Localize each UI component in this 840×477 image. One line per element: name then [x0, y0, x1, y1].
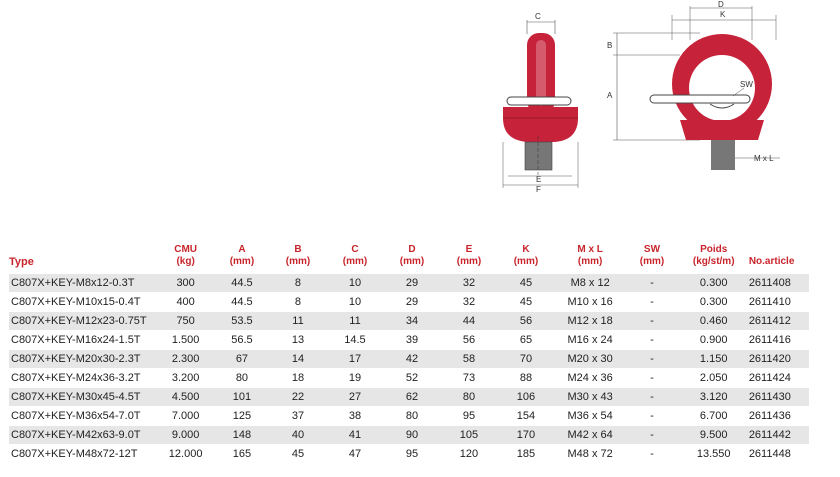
col-header-a-unit: (mm)	[229, 256, 255, 267]
cell-c: 10	[327, 293, 383, 312]
cell-b: 8	[269, 274, 327, 293]
cell-poids: 0.900	[679, 331, 749, 350]
cell-b: 22	[269, 388, 327, 407]
cell-poids: 1.150	[679, 350, 749, 369]
col-header-b-unit: (mm)	[285, 256, 311, 267]
cell-c: 47	[327, 445, 383, 464]
cell-e: 73	[441, 369, 497, 388]
col-header-mxl	[555, 244, 625, 274]
cell-c: 19	[327, 369, 383, 388]
col-header-type	[9, 244, 156, 274]
cell-cmu: 400	[156, 293, 214, 312]
cell-c: 17	[327, 350, 383, 369]
cell-b: 40	[269, 426, 327, 445]
cell-sw: -	[625, 350, 678, 369]
cell-article: 2611416	[749, 331, 809, 350]
cell-type: C807X+KEY-M16x24-1.5T	[9, 331, 156, 350]
col-header-d-unit: (mm)	[399, 256, 425, 267]
cell-poids: 0.460	[679, 312, 749, 331]
table-row	[9, 293, 809, 312]
cell-c: 41	[327, 426, 383, 445]
col-header-b-title: B	[294, 244, 302, 255]
cell-k: 106	[497, 388, 555, 407]
col-header-e	[441, 244, 497, 274]
col-header-a	[215, 244, 269, 274]
cell-sw: -	[625, 426, 678, 445]
cell-poids: 6.700	[679, 407, 749, 426]
cell-e: 105	[441, 426, 497, 445]
cell-k: 45	[497, 274, 555, 293]
cell-d: 39	[383, 331, 441, 350]
cell-article: 2611436	[749, 407, 809, 426]
spec-table-body	[9, 274, 809, 464]
cell-mxl: M10 x 16	[555, 293, 625, 312]
cell-a: 125	[215, 407, 269, 426]
cell-a: 148	[215, 426, 269, 445]
cell-type: C807X+KEY-M42x63-9.0T	[9, 426, 156, 445]
col-header-d-title: D	[408, 244, 416, 255]
cell-d: 62	[383, 388, 441, 407]
col-header-d	[383, 244, 441, 274]
cell-mxl: M42 x 64	[555, 426, 625, 445]
col-header-mxl-unit: (mm)	[577, 256, 603, 267]
col-header-k-title: K	[522, 244, 530, 255]
cell-type: C807X+KEY-M10x15-0.4T	[9, 293, 156, 312]
cell-poids: 0.300	[679, 274, 749, 293]
dim-label-e: E	[536, 175, 542, 184]
cell-cmu: 7.000	[156, 407, 214, 426]
cell-sw: -	[625, 388, 678, 407]
cell-sw: -	[625, 331, 678, 350]
cell-c: 38	[327, 407, 383, 426]
col-header-e-title: E	[465, 244, 473, 255]
table-row	[9, 426, 809, 445]
cell-a: 80	[215, 369, 269, 388]
col-header-cmu-title: CMU	[174, 244, 198, 255]
cell-a: 44.5	[215, 293, 269, 312]
col-header-k	[497, 244, 555, 274]
cell-e: 44	[441, 312, 497, 331]
col-header-poids	[679, 244, 749, 274]
cell-poids: 3.120	[679, 388, 749, 407]
cell-cmu: 300	[156, 274, 214, 293]
cell-mxl: M12 x 18	[555, 312, 625, 331]
dim-label-mxl: M x L	[754, 154, 774, 163]
cell-d: 95	[383, 445, 441, 464]
cell-a: 67	[215, 350, 269, 369]
cell-cmu: 1.500	[156, 331, 214, 350]
cell-e: 80	[441, 388, 497, 407]
cell-cmu: 750	[156, 312, 214, 331]
table-row	[9, 407, 809, 426]
cell-c: 27	[327, 388, 383, 407]
cell-d: 34	[383, 312, 441, 331]
cell-b: 8	[269, 293, 327, 312]
cell-type: C807X+KEY-M20x30-2.3T	[9, 350, 156, 369]
col-header-sw	[625, 244, 678, 274]
cell-k: 154	[497, 407, 555, 426]
col-header-article	[749, 244, 809, 274]
cell-e: 120	[441, 445, 497, 464]
cell-k: 170	[497, 426, 555, 445]
cell-b: 37	[269, 407, 327, 426]
cell-d: 90	[383, 426, 441, 445]
cell-k: 45	[497, 293, 555, 312]
cell-article: 2611410	[749, 293, 809, 312]
cell-cmu: 9.000	[156, 426, 214, 445]
cell-type: C807X+KEY-M12x23-0.75T	[9, 312, 156, 331]
side-view-drawing	[503, 12, 578, 194]
cell-e: 32	[441, 293, 497, 312]
cell-article: 2611442	[749, 426, 809, 445]
cell-a: 56.5	[215, 331, 269, 350]
cell-poids: 0.300	[679, 293, 749, 312]
cell-b: 45	[269, 445, 327, 464]
cell-article: 2611420	[749, 350, 809, 369]
cell-b: 18	[269, 369, 327, 388]
cell-e: 95	[441, 407, 497, 426]
dim-label-d: D	[718, 0, 724, 9]
cell-poids: 13.550	[679, 445, 749, 464]
cell-mxl: M8 x 12	[555, 274, 625, 293]
table-row	[9, 331, 809, 350]
col-header-b	[269, 244, 327, 274]
front-view-drawing	[607, 0, 780, 170]
col-header-poids-unit: (kg/st/m)	[692, 256, 735, 267]
cell-k: 70	[497, 350, 555, 369]
col-header-a-title: A	[238, 244, 246, 255]
cell-cmu: 2.300	[156, 350, 214, 369]
cell-b: 11	[269, 312, 327, 331]
cell-mxl: M36 x 54	[555, 407, 625, 426]
table-row	[9, 445, 809, 464]
cell-k: 185	[497, 445, 555, 464]
cell-sw: -	[625, 407, 678, 426]
cell-type: C807X+KEY-M24x36-3.2T	[9, 369, 156, 388]
col-header-cmu-unit: (kg)	[176, 256, 195, 267]
col-header-c-unit: (mm)	[342, 256, 368, 267]
cell-b: 13	[269, 331, 327, 350]
cell-e: 32	[441, 274, 497, 293]
col-header-k-unit: (mm)	[513, 256, 539, 267]
cell-a: 165	[215, 445, 269, 464]
table-row	[9, 388, 809, 407]
dim-label-sw: SW	[740, 80, 753, 89]
dim-label-k: K	[720, 10, 726, 19]
cell-sw: -	[625, 445, 678, 464]
cell-sw: -	[625, 312, 678, 331]
cell-type: C807X+KEY-M36x54-7.0T	[9, 407, 156, 426]
table-row	[9, 350, 809, 369]
cell-article: 2611412	[749, 312, 809, 331]
col-header-poids-title: Poids	[700, 244, 728, 255]
cell-type: C807X+KEY-M48x72-12T	[9, 445, 156, 464]
table-row	[9, 369, 809, 388]
cell-article: 2611424	[749, 369, 809, 388]
cell-cmu: 3.200	[156, 369, 214, 388]
cell-a: 53.5	[215, 312, 269, 331]
cell-d: 80	[383, 407, 441, 426]
dim-label-b: B	[607, 41, 613, 50]
cell-cmu: 4.500	[156, 388, 214, 407]
cell-mxl: M20 x 30	[555, 350, 625, 369]
technical-drawing	[490, 0, 840, 200]
cell-article: 2611448	[749, 445, 809, 464]
dim-label-c: C	[535, 12, 541, 21]
cell-k: 56	[497, 312, 555, 331]
dim-label-a: A	[607, 91, 613, 100]
cell-sw: -	[625, 293, 678, 312]
cell-a: 101	[215, 388, 269, 407]
cell-d: 42	[383, 350, 441, 369]
cell-k: 88	[497, 369, 555, 388]
col-header-type-title: Type	[9, 256, 34, 268]
cell-e: 56	[441, 331, 497, 350]
col-header-cmu	[156, 244, 214, 274]
cell-sw: -	[625, 369, 678, 388]
cell-cmu: 12.000	[156, 445, 214, 464]
cell-mxl: M16 x 24	[555, 331, 625, 350]
col-header-e-unit: (mm)	[456, 256, 482, 267]
cell-mxl: M48 x 72	[555, 445, 625, 464]
cell-type: C807X+KEY-M30x45-4.5T	[9, 388, 156, 407]
spec-table-header	[9, 244, 809, 274]
cell-e: 58	[441, 350, 497, 369]
cell-d: 52	[383, 369, 441, 388]
cell-b: 14	[269, 350, 327, 369]
cell-type: C807X+KEY-M8x12-0.3T	[9, 274, 156, 293]
col-header-c-title: C	[351, 244, 359, 255]
cell-c: 14.5	[327, 331, 383, 350]
cell-article: 2611408	[749, 274, 809, 293]
cell-article: 2611430	[749, 388, 809, 407]
col-header-sw-title: SW	[643, 244, 661, 255]
table-row	[9, 274, 809, 293]
cell-c: 10	[327, 274, 383, 293]
col-header-mxl-title: M x L	[577, 244, 603, 255]
cell-sw: -	[625, 274, 678, 293]
cell-poids: 2.050	[679, 369, 749, 388]
cell-poids: 9.500	[679, 426, 749, 445]
spec-table	[9, 244, 809, 464]
col-header-article-title: No.article	[748, 256, 795, 267]
col-header-sw-unit: (mm)	[639, 256, 665, 267]
col-header-c	[327, 244, 383, 274]
cell-mxl: M30 x 43	[555, 388, 625, 407]
dim-label-f: F	[536, 185, 541, 194]
cell-d: 29	[383, 293, 441, 312]
cell-k: 65	[497, 331, 555, 350]
table-row	[9, 312, 809, 331]
cell-a: 44.5	[215, 274, 269, 293]
cell-mxl: M24 x 36	[555, 369, 625, 388]
cell-d: 29	[383, 274, 441, 293]
cell-c: 11	[327, 312, 383, 331]
